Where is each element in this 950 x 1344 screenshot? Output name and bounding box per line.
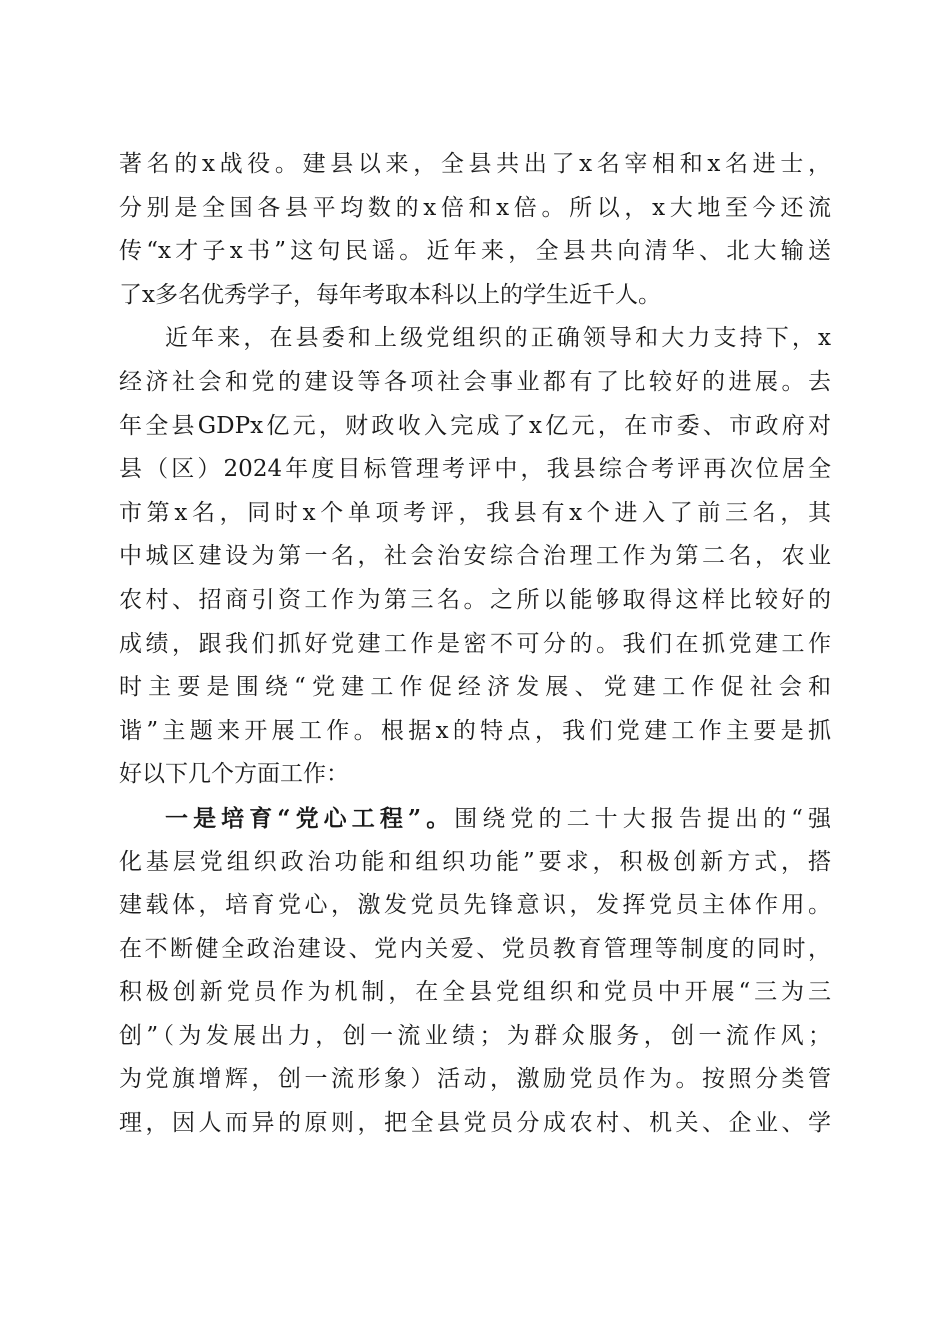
text-line: 理，因人而异的原则，把全县党员分成农村、机关、企业、学: [119, 1110, 831, 1137]
text-line: 时主要是围绕“党建工作促经济发展、党建工作促社会和: [119, 674, 831, 701]
text-line: 近年来，在县委和上级党组织的正确领导和大力支持下，x: [165, 325, 831, 352]
paragraph-2: [119, 317, 831, 797]
text-line: 成绩，跟我们抓好党建工作是密不可分的。我们在抓党建工作: [119, 630, 831, 657]
text-line: 为党旗增辉，创一流形象）活动，激励党员作为。按照分类管: [119, 1066, 831, 1093]
text-line: 中城区建设为第一名，社会治安综合治理工作为第二名，农业: [119, 543, 831, 570]
text-line: 分别是全国各县平均数的x倍和x倍。所以，x大地至今还流: [119, 194, 831, 221]
text-line: 化基层党组织政治功能和组织功能”要求，积极创新方式，搭: [119, 848, 831, 875]
text-line: 谐”主题来开展工作。根据x的特点，我们党建工作主要是抓: [119, 717, 831, 744]
text-line: 著名的x战役。建县以来，全县共出了x名宰相和x名进士，: [119, 151, 831, 177]
section-heading: 一是培育“党心工程”。: [165, 804, 455, 832]
text-line: 在不断健全政治建设、党内关爱、党员教育管理等制度的同时，: [119, 935, 831, 962]
paragraph-3: [119, 797, 831, 1146]
text-line: 传“x才子x书”这句民谣。近年来，全县共向清华、北大输送: [119, 238, 831, 265]
text-line: 好以下几个方面工作：: [119, 761, 349, 788]
text-span: 围绕党的二十大报告提出的“强: [454, 805, 831, 832]
text-line: 创”（为发展出力，创一流业绩；为群众服务，创一流作风；: [119, 1022, 831, 1049]
document-body: [119, 143, 831, 1146]
text-line: 年全县GDPx亿元，财政收入完成了x亿元，在市委、市政府对: [119, 412, 831, 439]
text-line: 市第x名，同时x个单项考评，我县有x个进入了前三名，其: [119, 499, 831, 526]
paragraph-1: [119, 143, 831, 317]
text-line: 建载体，培育党心，激发党员先锋意识，发挥党员主体作用。: [119, 892, 831, 919]
text-line: 积极创新党员作为机制，在全县党组织和党员中开展“三为三: [119, 979, 831, 1006]
text-line: 县（区）2024年度目标管理考评中，我县综合考评再次位居全: [119, 456, 831, 483]
text-line: 经济社会和党的建设等各项社会事业都有了比较好的进展。去: [119, 368, 831, 395]
text-line: 农村、招商引资工作为第三名。之所以能够取得这样比较好的: [119, 586, 831, 613]
text-line: 了x多名优秀学子，每年考取本科以上的学生近千人。: [119, 281, 661, 308]
text-line: [119, 797, 831, 841]
